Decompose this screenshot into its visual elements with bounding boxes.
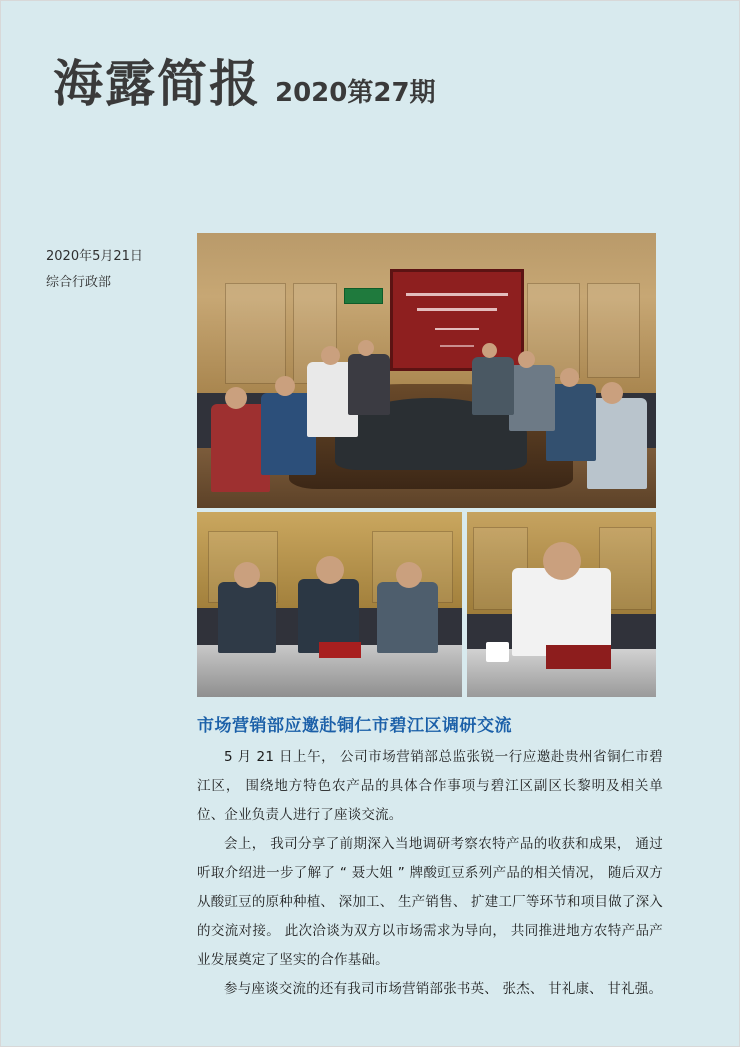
person	[509, 365, 555, 431]
article-title: 市场营销部应邀赴铜仁市碧江区调研交流	[197, 716, 512, 736]
wall-panel	[225, 283, 287, 384]
publish-date: 2020年5月21日	[46, 249, 143, 264]
person-head	[601, 382, 623, 404]
meta-block	[46, 244, 196, 296]
article-paragraph: 参与座谈交流的还有我司市场营销部张书英、 张杰、 甘礼康、 甘礼强。	[224, 981, 663, 997]
desk-nameplate	[319, 642, 361, 659]
speaker-portrait-photo	[467, 512, 656, 697]
person	[587, 398, 647, 489]
screen-text-line	[417, 308, 497, 311]
person	[512, 568, 610, 657]
wall-panel	[587, 283, 639, 379]
projection-screen	[390, 269, 525, 371]
person	[218, 582, 276, 652]
masthead	[53, 55, 436, 113]
masthead-issue: 2020第27期	[275, 78, 436, 108]
person-head	[275, 376, 295, 396]
person-head	[225, 387, 247, 409]
person	[377, 582, 438, 652]
desk-nameplate	[546, 645, 610, 669]
person	[472, 357, 513, 415]
person	[348, 354, 389, 415]
article-paragraph: 5 月 21 日上午， 公司市场营销部总监张锐一行应邀赴贵州省铜仁市碧江区， 围绕地方特色农产品的具体合作事项与碧江区副区长黎明及相关单位、企业负责人进行了座谈交流。	[197, 749, 663, 823]
person-head	[560, 368, 579, 387]
person-head	[482, 343, 497, 358]
person-head	[234, 562, 260, 588]
wall-panel	[527, 283, 579, 379]
exit-sign-icon	[344, 288, 383, 304]
screen-text-line	[435, 328, 479, 330]
screen-text-line	[440, 345, 473, 347]
person-head	[358, 340, 374, 356]
article-body	[197, 743, 663, 1004]
person-head	[543, 542, 581, 580]
person-head	[396, 562, 422, 588]
person-head	[321, 346, 340, 365]
teacup	[486, 642, 509, 662]
delegates-seated-photo	[197, 512, 462, 697]
screen-text-line	[406, 293, 509, 296]
masthead-title: 海露简报	[53, 55, 261, 113]
meeting-room-wide-photo	[197, 233, 656, 508]
department-name: 综合行政部	[46, 275, 112, 290]
article-paragraph: 会上， 我司分享了前期深入当地调研考察农特产品的收获和成果， 通过听取介绍进一步了解了 “ 聂大姐 ” 牌酸豇豆系列产品的相关情况， 随后双方从酸豇豆的原种种植、 深加工、 生产销售、 扩建工厂等环节和项目做了深入的交流对接。 此次洽谈为双方以市场需求为导向， 共同推进地方农特产品产业发展奠定了坚实的合作基础。	[197, 836, 663, 968]
